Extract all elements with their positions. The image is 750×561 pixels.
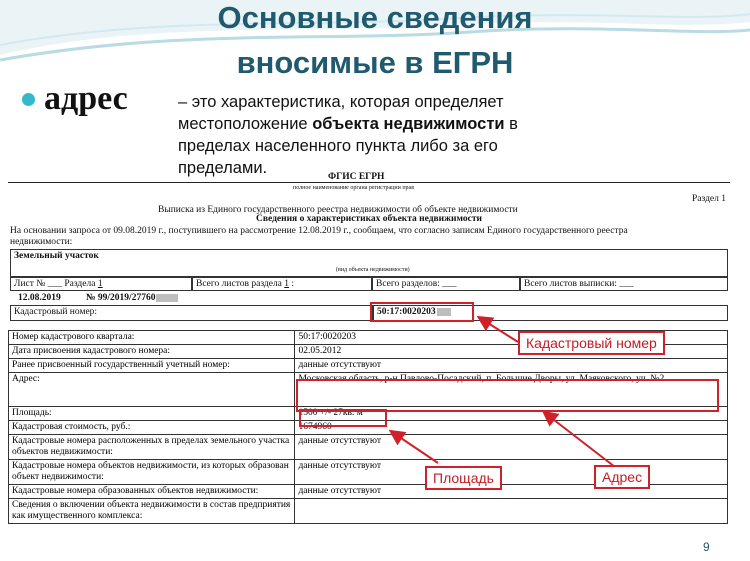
row-label: Номер кадастрового квартала: — [9, 331, 295, 345]
sheet-number-label: Лист № ___ Раздела — [14, 279, 96, 289]
row-label: Кадастровые номера объектов недвижимости, из которых образован объект недвижимости: — [9, 460, 295, 485]
total-section-sheets: Всего листов раздела 1 : — [192, 277, 372, 291]
callout-cadastral-number: Кадастровый номер — [518, 331, 665, 355]
table-row — [9, 499, 728, 524]
row-label: Ранее присвоенный государственный учетный номер: — [9, 359, 295, 373]
row-value: 1674960 — [295, 421, 728, 435]
row-label: Сведения о включении объекта недвижимости в состав предприятия как имущественного комплекса: — [9, 499, 295, 524]
doc-date: 12.08.2019 — [18, 293, 61, 303]
slide-title-line1: Основные сведения — [217, 0, 533, 35]
row-value: данные отсутствуют — [295, 485, 728, 499]
sheet-number — [10, 277, 192, 291]
row-label: Кадастровые номера образованных объектов недвижимости: — [9, 485, 295, 499]
row-value: 02.05.2012 — [295, 345, 728, 359]
desc-bold: объекта недвижимости — [312, 115, 505, 133]
row-value: Московская область, р-н Павлово-Посадский, п. Большие Дворы, ул. Маяковского, уч. №2 — [295, 373, 728, 407]
doc-agency: ФГИС ЕГРН — [328, 172, 385, 182]
area-highlight — [299, 409, 387, 427]
object-type-caption: (вид объекта недвижимости) — [336, 267, 410, 273]
row-label: Площадь: — [9, 407, 295, 421]
address-highlight — [296, 379, 719, 412]
doc-extract-title: Выписка из Единого государственного реестра недвижимости об объекте недвижимости — [158, 205, 518, 215]
cad-number-highlight — [370, 302, 474, 322]
doc-number-value: № 99/2019/27760 — [86, 293, 156, 303]
page-number: 9 — [703, 540, 710, 554]
doc-basis-line2: недвижимости: — [10, 237, 73, 247]
row-label: Кадастровые номера расположенных в пределах земельного участка объектов недвижимости: — [9, 435, 295, 460]
cad-number-label: Кадастровый номер: — [10, 305, 373, 321]
total-extract-sheets: Всего листов выписки: ___ — [520, 277, 728, 291]
object-type-caption-row — [10, 263, 728, 277]
sheet-section-value: 1 — [97, 279, 103, 289]
doc-number — [86, 293, 178, 303]
row-label: Кадастровая стоимость, руб.: — [9, 421, 295, 435]
slide-title-line2: вносимые в ЕГРН — [236, 45, 514, 80]
top-rule — [8, 182, 730, 183]
table-row — [9, 359, 728, 373]
doc-extract-subtitle: Сведения о характеристиках объекта недвижимости — [256, 214, 482, 224]
row-value: данные отсутствуют — [295, 359, 728, 373]
table-row — [9, 435, 728, 460]
total-section-sheets-value: 1 — [284, 279, 290, 289]
row-value: данные отсутствуют — [295, 460, 728, 485]
row-value — [295, 499, 728, 524]
total-section-sheets-label: Всего листов раздела — [196, 279, 282, 289]
object-type: Земельный участок — [10, 249, 728, 263]
row-value: данные отсутствуют — [295, 435, 728, 460]
doc-section: Раздел 1 — [692, 194, 726, 204]
desc-part1: – это характеристика, которая определяет местоположение — [178, 93, 504, 133]
term: адрес — [44, 80, 128, 117]
desc-part2: в пределах населенного пункта либо за его пределами. — [178, 115, 518, 177]
row-label: Дата присвоения кадастрового номера: — [9, 345, 295, 359]
row-label: Адрес: — [9, 373, 295, 407]
callout-address: Адрес — [594, 465, 650, 489]
term-description — [178, 91, 558, 179]
row-value: 1500 +/- 27кв. м — [295, 407, 728, 421]
redacted-mark — [156, 294, 178, 302]
total-sections: Всего разделов: ___ — [372, 277, 520, 291]
characteristics-table — [8, 330, 728, 524]
doc-agency-caption: полное наименование органа регистрации прав — [293, 185, 415, 191]
doc-basis-line1: На основании запроса от 09.08.2019 г., поступившего на рассмотрение 12.08.2019 г., сообщаем, что согласно записям Единого государственного реестра — [10, 226, 628, 236]
callout-area: Площадь — [425, 466, 502, 490]
bullet-icon — [22, 93, 35, 106]
cad-number-text: 50:17:0020203 — [377, 307, 436, 317]
row-value: 50:17:0020203 — [295, 331, 728, 345]
